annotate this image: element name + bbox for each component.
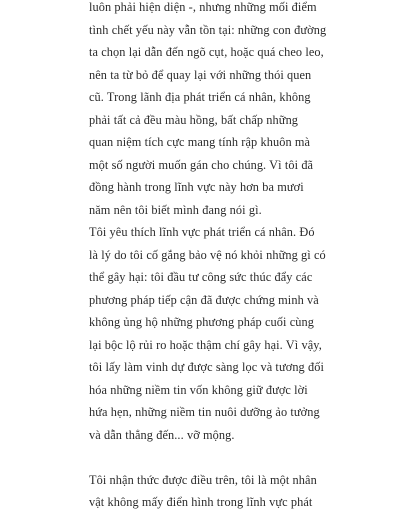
text-line [0, 176, 400, 199]
line-text: lại bộc lộ rủi ro hoặc thậm chí gây hại. Vì vậy, [89, 337, 322, 352]
text-line [0, 356, 400, 379]
line-text: phải tất cả đều màu hồng, bất chấp những [89, 112, 299, 127]
line-text: một số người muốn gán cho chúng. Vì tôi đã [89, 157, 314, 172]
line-text: hóa những niềm tin vốn không giữ được lời [89, 382, 308, 397]
line-text: tôi lấy làm vinh dự được sàng lọc và tương đối [89, 360, 324, 374]
line-text: hứa hẹn, những niềm tin nuôi dưỡng ảo tưởng [89, 405, 320, 419]
line-text: tình chết yếu này vẫn tồn tại: những con đường [89, 22, 327, 37]
line-text: ta chọn lại dẫn đến ngõ cụt, hoặc quá cheo leo, [89, 45, 324, 59]
text-line [0, 469, 400, 492]
text-line [0, 401, 400, 424]
text-line [0, 266, 400, 289]
line-text: thể gây hại: tôi đầu tư công sức thúc đẩy các [89, 270, 313, 284]
line-text: quan niệm tích cực mang tính rập khuôn mà [89, 135, 311, 149]
text-line [0, 19, 400, 42]
text-line [0, 131, 400, 154]
line-text: nên ta từ bỏ để quay lại với những thói quen [89, 67, 312, 82]
line-text: cũ. Trong lãnh địa phát triển cá nhân, không [89, 90, 311, 104]
text-line [0, 0, 400, 19]
line-text: không ủng hộ những phương pháp cuối cùng [89, 315, 315, 329]
text-line [0, 311, 400, 334]
text-line [0, 334, 400, 357]
line-text: Tôi yêu thích lĩnh vực phát triển cá nhân. Đó [89, 225, 315, 239]
text-line [0, 64, 400, 87]
line-text: là lý do tôi cố gắng bảo vệ nó khỏi những gì có [89, 247, 326, 262]
text-line [0, 289, 400, 312]
line-text: luôn phải hiện diện -, nhưng những mối điểm [89, 0, 317, 14]
text-line [0, 424, 400, 447]
line-text: đồng hành trong lĩnh vực này hơn ba mươi [89, 180, 304, 194]
text-line [0, 41, 400, 64]
paragraph-gap [0, 446, 400, 469]
line-text: Tôi nhận thức được điều trên, tôi là một nhân [89, 472, 317, 487]
line-text: phương pháp tiếp cận đã được chứng minh và [89, 292, 319, 307]
text-line [0, 221, 400, 244]
text-line [0, 491, 400, 514]
text-line [0, 109, 400, 132]
line-text: năm nên tôi biết mình đang nói gì. [89, 202, 262, 217]
text-line [0, 199, 400, 222]
text-line [0, 244, 400, 267]
text-line [0, 154, 400, 177]
text-line [0, 86, 400, 109]
text-line [0, 379, 400, 402]
line-text: vật không mấy điển hình trong lĩnh vực phát [89, 495, 313, 509]
line-text: và dẫn thẳng đến... vỡ mộng. [89, 427, 235, 442]
